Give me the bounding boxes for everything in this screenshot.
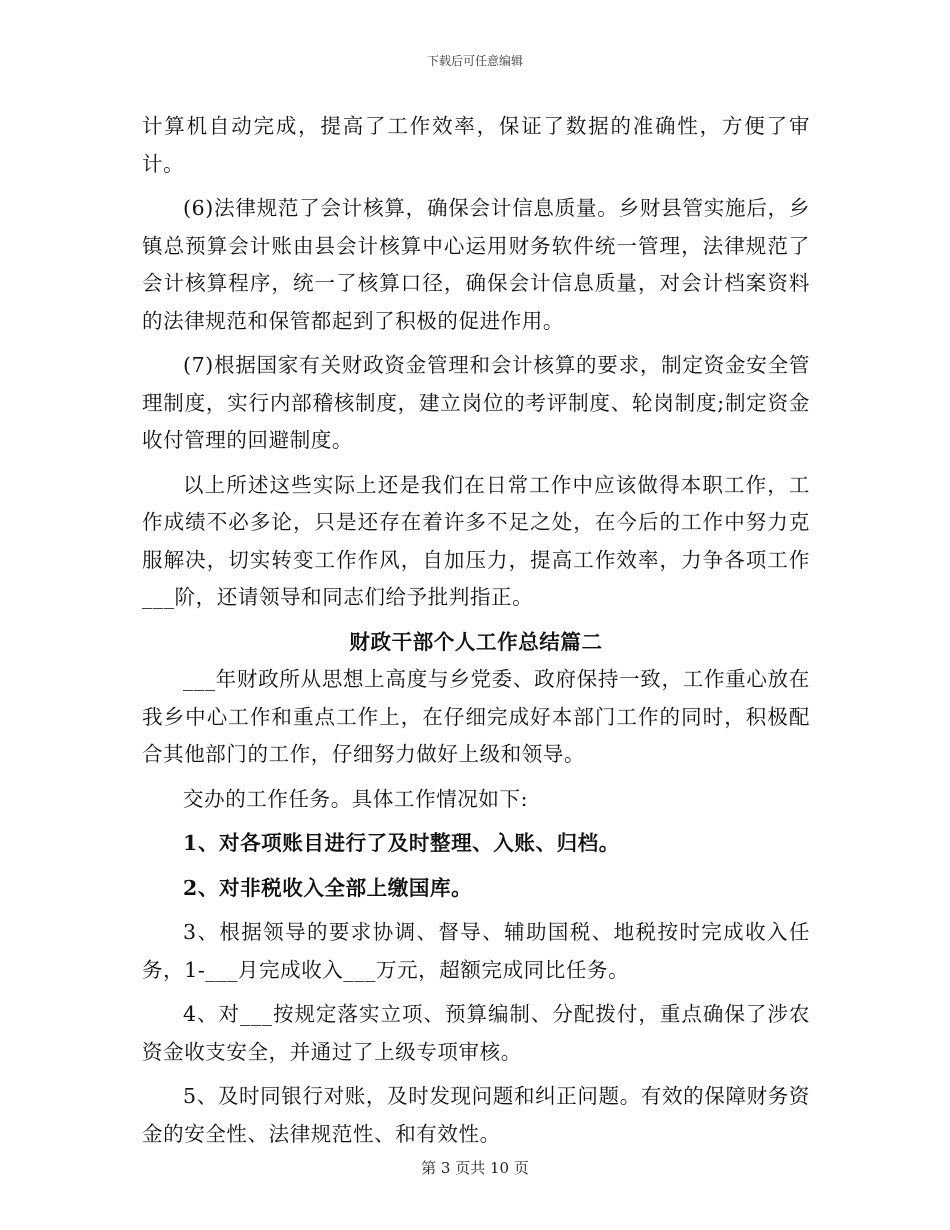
page-header: 下载后可任意编辑 [426,54,523,68]
section-heading: 财政干部个人工作总结篇二 [349,629,603,654]
paragraph-continuation: 计算机自动完成，提高了工作效率，保证了数据的准确性，方便了审计。 [142,114,810,176]
list-item-4: 4、对___按规定落实立项、预算编制、分配拨付，重点确保了涉农资金收支安全，并通过了上级专项审核。 [142,1002,810,1064]
paragraph-conclusion: 以上所述这些实际上还是我们在日常工作中应该做得本职工作，工作成绩不必多论，只是还存在着许多不足之处，在今后的工作中努力克服解决，切实转变工作作风，自加压力，提高工作效率，力争各项工作___阶，还请领导和同志们给予批判指正。 [142,472,810,609]
list-item-2: 2、对非税收入全部上缴国库。 [183,875,473,900]
paragraph-intro-continued: 交办的工作任务。具体工作情况如下: [183,786,529,811]
paragraph-intro: ___年财政所从思想上高度与乡党委、政府保持一致，工作重心放在我乡中心工作和重点工作上，在仔细完成好本部门工作的同时，积极配合其他部门的工作，仔细努力做好上级和领导。 [142,667,810,766]
paragraph-item-6: (6)法律规范了会计核算，确保会计信息质量。乡财县管实施后，乡镇总预算会计账由县会计核算中心运用财务软件统一管理，法律规范了会计核算程序，统一了核算口径，确保会计信息质量，对会计档案资料的法律规范和保管都起到了积极的促进作用。 [142,196,810,333]
paragraph-item-7: (7)根据国家有关财政资金管理和会计核算的要求，制定资金安全管理制度，实行内部稽核制度，建立岗位的考评制度、轮岗制度;制定资金收付管理的回避制度。 [142,353,810,452]
document-body [142,108,810,1160]
list-item-5: 5、及时同银行对账，及时发现问题和纠正问题。有效的保障财务资金的安全性、法律规范性、和有效性。 [142,1084,810,1146]
page-footer: 第 3 页共 10 页 [421,1159,529,1177]
list-item-1: 1、对各项账目进行了及时整理、入账、归档。 [183,831,620,855]
list-item-3: 3、根据领导的要求协调、督导、辅助国税、地税按时完成收入任务，1-___月完成收入___万元，超额完成同比任务。 [142,920,810,982]
